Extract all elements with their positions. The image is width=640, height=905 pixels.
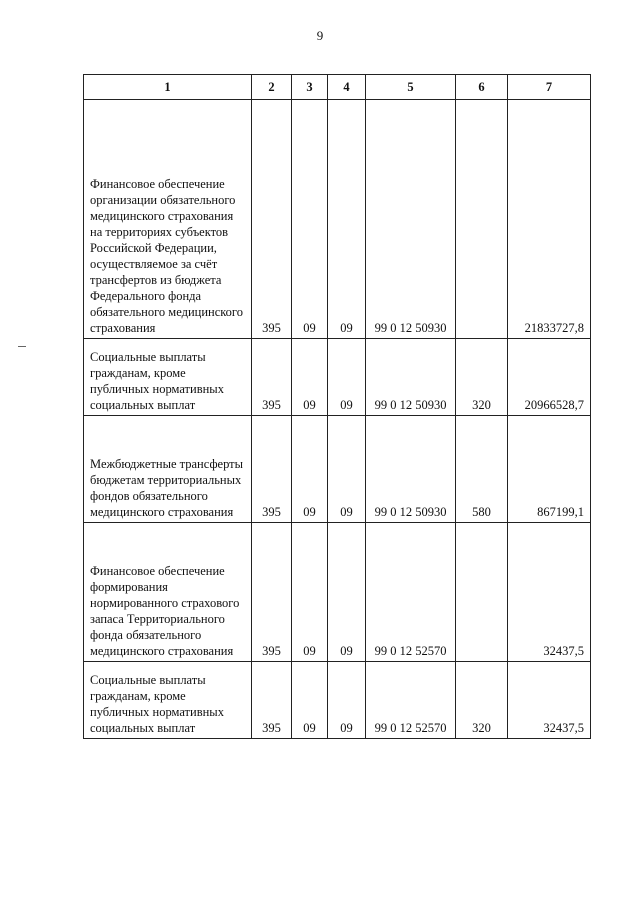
budget-table — [83, 74, 591, 739]
header-col-3: 3 — [292, 75, 328, 100]
header-col-4: 4 — [328, 75, 366, 100]
header-col-7: 7 — [508, 75, 591, 100]
cell-col-2: 395 — [252, 662, 292, 739]
table-row — [84, 523, 591, 662]
cell-col-5: 99 0 12 50930 — [366, 339, 456, 416]
cell-col-4: 09 — [328, 662, 366, 739]
cell-col-5: 99 0 12 50930 — [366, 100, 456, 339]
cell-col-5: 99 0 12 52570 — [366, 662, 456, 739]
margin-mark — [18, 346, 26, 347]
cell-col-6: 320 — [456, 339, 508, 416]
row-name: Финансовое обеспечение организации обязательного медицинского страхования на территориях субъектов Российской Федерации, осуществляемое за счёт трансфертов из бюджета Федерального фонда обязательного медицинского страхования — [84, 100, 252, 339]
cell-col-4: 09 — [328, 100, 366, 339]
row-name: Межбюджетные трансферты бюджетам территориальных фондов обязательного медицинского страхования — [84, 416, 252, 523]
header-col-6: 6 — [456, 75, 508, 100]
cell-col-7: 32437,5 — [508, 662, 591, 739]
table-row — [84, 100, 591, 339]
cell-col-2: 395 — [252, 339, 292, 416]
cell-col-6: 320 — [456, 662, 508, 739]
table-row — [84, 416, 591, 523]
cell-col-7: 32437,5 — [508, 523, 591, 662]
header-col-2: 2 — [252, 75, 292, 100]
cell-col-2: 395 — [252, 523, 292, 662]
cell-col-2: 395 — [252, 416, 292, 523]
cell-col-2: 395 — [252, 100, 292, 339]
cell-col-3: 09 — [292, 339, 328, 416]
table-row — [84, 662, 591, 739]
cell-col-5: 99 0 12 50930 — [366, 416, 456, 523]
table-row — [84, 339, 591, 416]
row-name: Социальные выплаты гражданам, кроме публичных нормативных социальных выплат — [84, 339, 252, 416]
cell-col-3: 09 — [292, 100, 328, 339]
cell-col-3: 09 — [292, 523, 328, 662]
page-number: 9 — [316, 28, 324, 43]
cell-col-4: 09 — [328, 339, 366, 416]
cell-col-7: 21833727,8 — [508, 100, 591, 339]
cell-col-6 — [456, 523, 508, 662]
cell-col-7: 20966528,7 — [508, 339, 591, 416]
header-col-5: 5 — [366, 75, 456, 100]
cell-col-3: 09 — [292, 662, 328, 739]
cell-col-5: 99 0 12 52570 — [366, 523, 456, 662]
header-col-1: 1 — [84, 75, 252, 100]
cell-col-4: 09 — [328, 523, 366, 662]
header-row — [84, 75, 591, 100]
cell-col-7: 867199,1 — [508, 416, 591, 523]
cell-col-6 — [456, 100, 508, 339]
cell-col-3: 09 — [292, 416, 328, 523]
cell-col-6: 580 — [456, 416, 508, 523]
cell-col-4: 09 — [328, 416, 366, 523]
row-name: Социальные выплаты гражданам, кроме публичных нормативных социальных выплат — [84, 662, 252, 739]
row-name: Финансовое обеспечение формирования нормированного страхового запаса Территориального фонда обязательного медицинского страхования — [84, 523, 252, 662]
